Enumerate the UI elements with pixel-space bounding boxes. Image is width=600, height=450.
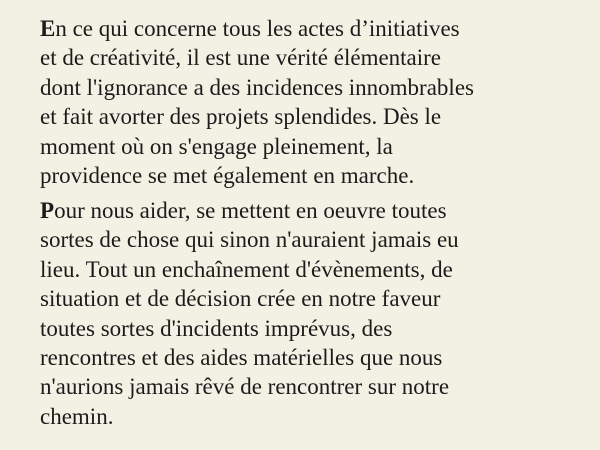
- paragraph-1-line-4: et fait avorter des projets splendides. Dès le: [40, 104, 442, 130]
- paragraph-1-line-2: et de créativité, il est une vérité élémentaire: [40, 45, 442, 71]
- paragraph-2-line-8: chemin.: [40, 403, 114, 429]
- paragraph-2-line-3: lieu. Tout un enchaînement d'évènements, de: [40, 256, 453, 282]
- paragraph-1-lead-letter: E: [40, 16, 56, 41]
- paragraph-1-line-3: dont l'ignorance a des incidences innombrables: [40, 74, 474, 100]
- paragraph-1: [40, 14, 580, 190]
- paragraph-2: [40, 196, 580, 431]
- paragraph-2-line-7: n'aurions jamais rêvé de rencontrer sur notre: [40, 374, 450, 400]
- paragraph-2-line-5: toutes sortes d'incidents imprévus, des: [40, 315, 393, 341]
- paragraph-2-line-6: rencontres et des aides matérielles que nous: [40, 345, 443, 371]
- paragraph-1-line-1: [40, 14, 580, 43]
- paragraph-1-line-5: moment où on s'engage pleinement, la: [40, 133, 393, 159]
- paragraph-2-line-1-text: our nous aider, se mettent en oeuvre toutes: [54, 198, 447, 223]
- cropped-previous-line: [40, 0, 560, 2]
- paragraph-2-line-4: situation et de décision crée en notre faveur: [40, 286, 441, 312]
- paragraph-2-lead-letter: P: [40, 198, 55, 223]
- paragraph-2-line-1: [40, 196, 580, 225]
- paragraph-2-line-2: sortes de chose qui sinon n'auraient jamais eu: [40, 227, 459, 253]
- paragraph-1-line-1-text: n ce qui concerne tous les actes d’initiatives: [55, 16, 460, 41]
- paragraph-1-line-6: providence se met également en marche.: [40, 163, 415, 189]
